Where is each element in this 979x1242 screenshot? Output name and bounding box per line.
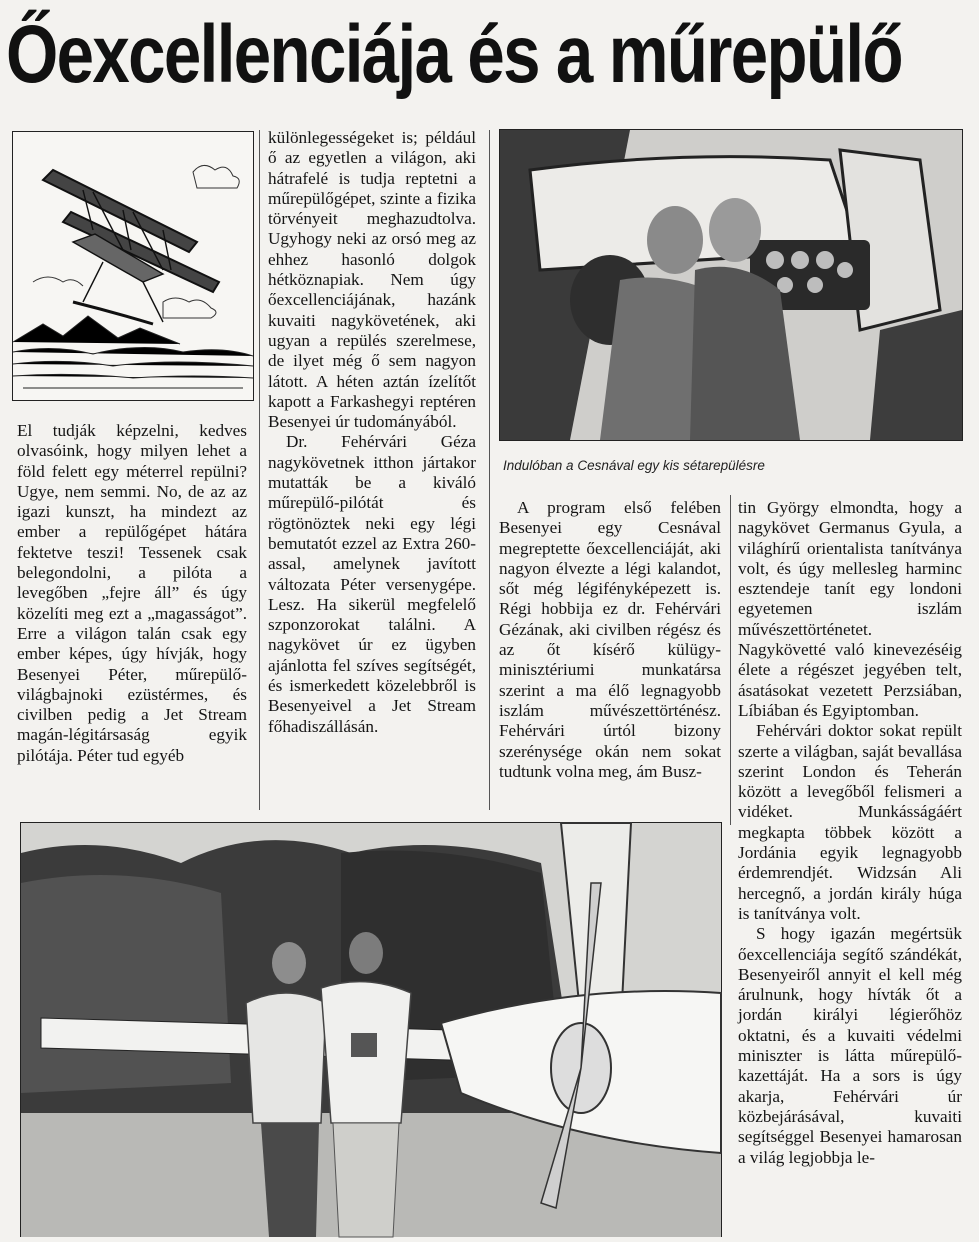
- column-rule: [489, 130, 490, 810]
- airplane-photo: [20, 822, 722, 1237]
- article-column-1: [17, 421, 247, 811]
- column-rule: [259, 130, 260, 810]
- paragraph: El tudják képzelni, kedves olvasóink, hogy milyen lehet a föld felett egy méterrel repülni? Ugye, nem semmi. No, de az az igazi kunszt, ha mindezt az ember a repülőgépet hátára fektetve teszi! Tessenek csak belegondolni, a pilóta a levegőben „fejre áll” és úgy közelíti meg ezt a „magasságot”. Erre a világon talán csak egy ember képes, úgy hívják, hogy Besenyei Péter, műrepülő-világbajnoki ezüstérmes, és civilben pedig a Jet Stream magán-légitársaság egyik pilótája. Péter tud egyéb: [17, 421, 247, 765]
- article-column-3: [499, 498, 721, 803]
- cockpit-scene: [500, 130, 962, 440]
- airplane-scene: [21, 823, 721, 1237]
- headline: Őexcellenciája és a műrepülő: [6, 9, 902, 100]
- paragraph: S hogy igazán megértsük őexcellenciája segítő szándékát, Besenyeiről annyit el kell még árulnunk, hogy hívták őt a jordán királyi légierőhöz oktatni, és a kuvaiti védelmi miniszter is látta műrepülő-kazettáját. Ha a sors is úgy akarja, Fehérvári úr közbejárásával, kuvaiti segítséggel Besenyei hamarosan a világ legjobbja le-: [738, 924, 962, 1167]
- paragraph: A program első felében Besenyei egy Cesnával megreptette őexcellenciáját, aki nagyon élvezte a légi kalandot, sőt még légifényképezett is. Régi hobbija ez dr. Fehérvári Gézának, aki civilben régész és az őt kísérő külügy-minisztériumi munkatársa szerint a ma élő legnagyobb iszlám művészettörténész. Fehérvári úrtól bizony szerénysége okán nem sokat tudtunk volna meg, ám Busz-: [499, 498, 721, 781]
- article-column-2: [268, 128, 476, 803]
- cockpit-photo-caption: Indulóban a Cesnával egy kis sétarepülésre: [503, 458, 765, 473]
- biplane-illustration: [12, 131, 254, 401]
- paragraph: tin György elmondta, hogy a nagykövet Germanus Gyula, a világhírű orientalista tanítványa volt, és úgy mellesleg harminc esztendeje tanít egy londoni egyetemen iszlám művészettörténetet. Nagykövetté való kinevezéséig élete a régészet jegyében telt, ásatásokat vezetett Perzsiában, Líbiában és Egyiptomban.: [738, 498, 962, 720]
- paragraph: különlegességeket is; például ő az egyetlen a világon, aki hátrafelé is tudja reptetni a műrepülőgépet, szinte a fizika törvényeit meghazudtolva. Ugyhogy neki az orsó meg az ehhez hasonló dolgok hétköznapiak. Nem úgy őexcellenciájának, hazánk kuvaiti nagykövetének, aki ugyan a repülés szerelmese, de ilyet még ő sem nagyon látott. A héten aztán ízelítőt kapott a Farkashegyi reptéren Besenyei úr tudományából.: [268, 128, 476, 432]
- column-rule: [730, 495, 731, 825]
- cockpit-photo: [499, 129, 963, 441]
- paragraph: Fehérvári doktor sokat repült szerte a világban, saját bevallása szerint London és Teherán között a levegőből felismeri a vidéket. Munkásságáért megkapta többek között a Jordánia egyik legnagyobb érdemrendjét. Widzsán Ali hercegnő, a jordán király húga is tanítványa volt.: [738, 721, 962, 923]
- biplane-drawing: [13, 132, 253, 400]
- paragraph: Dr. Fehérvári Géza nagykövetnek itthon jártakor mutatták be a kiváló műrepülő-pilótát és rögtönöztek neki egy légi bemutatót ezzel az Extra 260-assal, amelynek javított változata Péter versenygépe. Lesz. Ha sikerül megfelelő szponzorokat találni. A nagykövet úr ez ügyben ajánlotta fel szíves segítségét, és ismerkedett közelebbről is Besenyeivel a Jet Stream főhadiszállásán.: [268, 432, 476, 736]
- article-column-4: [738, 498, 962, 1233]
